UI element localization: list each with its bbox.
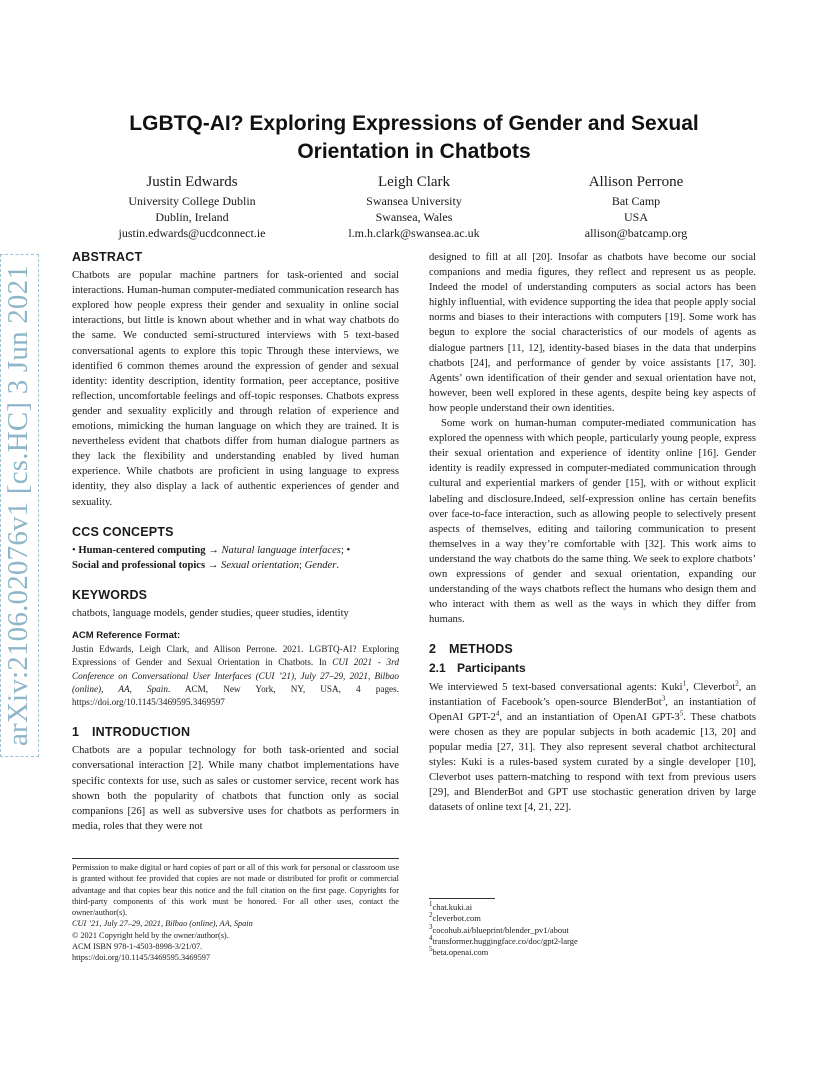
footnote-number: 5 bbox=[429, 945, 433, 954]
participants-heading bbox=[429, 661, 756, 676]
author-name: Justin Edwards bbox=[146, 174, 238, 190]
ccs-concept-2: Social and professional topics bbox=[72, 559, 206, 571]
right-paragraph-1: designed to fill at all [20]. Insofar as chatbots have become our social companions and media figures, they reflect and represent us as people. Indeed the model of understanding computers as social actors has been highly influential, with evidence supporting the idea that people apply social norms and biases to their interactions with computers [19]. Some work has begun to explore the social characteristics of our models of agents as dialogue partners [11, 12], identity-based biases in the data that underpins chatbots [24], and performance of gender by voice assistants [17, 30]. Agents’ own identification of their gender and sexual orientation have not, however, been well explored in these agents, despite being key aspects of how people understand their own identities. bbox=[429, 252, 756, 414]
ccs-semi: ; bbox=[299, 559, 305, 571]
acm-ref-part2: . ACM, New York, NY, USA, 4 pages. https://doi.org/10.1145/3469595.3469597 bbox=[72, 683, 399, 708]
footnote-mark[interactable]: 1 bbox=[682, 679, 687, 687]
participants-text bbox=[429, 680, 756, 816]
paper-title bbox=[100, 110, 728, 166]
keywords-text: chatbots, language models, gender studies, queer studies, identity bbox=[72, 607, 349, 619]
footnote-link[interactable]: transformer.huggingface.co/doc/gpt2-large bbox=[432, 935, 578, 946]
acm-reference-heading: ACM Reference Format: bbox=[72, 630, 181, 642]
right-column bbox=[429, 250, 756, 815]
text-span: , and an instantiation of OpenAI GPT-3 bbox=[499, 711, 680, 723]
footnote-number: 3 bbox=[429, 922, 433, 931]
footnote-number: 2 bbox=[429, 911, 433, 920]
intro-heading bbox=[72, 725, 399, 740]
right-paragraph-2: Some work on human-human computer-mediated communication has explored the openness with which people, particularly young people, express their sexual orientation and experience of identity online [16]. Gender identity is readily expressed in computer-mediated communication through cultural and experiential markers of gender [15], with or without explicit labeling and disclosure.Indeed, self-expression online has certain benefits over face-to-face interaction, such as allowing people to selectively present aspects of themselves, editing and tailoring communication to present themselves in a way they’re comfortable with [32]. This work aims to understand the way chatbots do the same thing. We seek to explore chatbots’ own expressions of gender and sexual orientation, expanding our understanding of the ways chatbots reflect the humans who design them and who interact with them as well as the ways in which they differ from humans. bbox=[429, 418, 756, 626]
footnotes bbox=[429, 898, 756, 958]
text-span: , an instantiation of OpenAI GPT-2 bbox=[429, 696, 756, 723]
permission-isbn: ACM ISBN 978-1-4503-8998-3/21/07. bbox=[72, 942, 203, 952]
keywords-heading: KEYWORDS bbox=[72, 587, 148, 602]
author-name: Allison Perrone bbox=[588, 174, 684, 190]
section-title: METHODS bbox=[449, 642, 513, 657]
arxiv-stamp bbox=[2, 266, 38, 744]
footnote-2 bbox=[429, 913, 756, 924]
text-span: , an instantiation of Facebook’s open-source BlenderBot bbox=[429, 681, 757, 708]
left-column bbox=[72, 250, 399, 834]
subsection-title: Participants bbox=[457, 661, 526, 676]
permission-text: Permission to make digital or hard copies of part or all of this work for personal or classroom use is granted without fee provided that copies are not made or distributed for profit or commercial advantage and that copies bear this notice and the full citation on the first page. Copyrights for third-party components of this work must be honored. For all other uses, contact the owner/author(s). bbox=[72, 863, 399, 918]
ccs-concepts bbox=[72, 543, 399, 573]
author-affiliation: Swansea University bbox=[366, 194, 462, 208]
footnote-link[interactable]: cleverbot.com bbox=[432, 913, 481, 924]
arxiv-stamp-text: arXiv:2106.02076v1 [cs.HC] 3 Jun 2021 bbox=[1, 253, 40, 756]
ccs-concept-1: Human-centered computing bbox=[78, 544, 206, 556]
author-location: Dublin, Ireland bbox=[155, 210, 229, 224]
footnote-rule bbox=[429, 898, 495, 899]
footnote-4 bbox=[429, 936, 756, 947]
title-line-1: LGBTQ-AI? Exploring Expressions of Gender and Sexual bbox=[129, 112, 699, 135]
text-span: . These chatbots were chosen as they are popular subjects in both academic [13, 20] and popular media [27, 31]. They also represent several chatbot architectural styles: Kuki is a rules-based system curated by a single developer [10], Cleverbot uses pattern-matching to respond with text from previous users [29], and BlenderBot and GPT use stochastic generation driven by large datasets of online text [4, 21, 22]. bbox=[429, 711, 756, 814]
ccs-end: . bbox=[336, 559, 340, 571]
footnote-link[interactable]: chat.kuki.ai bbox=[432, 902, 473, 912]
ccs-arrow: → bbox=[205, 559, 222, 571]
acm-ref-venue: CUI 2021 - 3rd Conference on Conversational User Interfaces (CUI ’21), July 27–29, 2021, Bilbao (online), AA, Spain bbox=[72, 657, 399, 694]
abstract-text: Chatbots are popular machine partners for task-oriented and social interactions. Human-human computer-mediated communication research has explored how people express their gender and sexuality in online social interactions, but little is known about whether and in what way chatbots do the same. We conducted semi-structured interviews with 5 text-based conversational agents to explore this topic Through these interviews, we identified 6 common themes around the expression of gender and sexual identity: identity description, identity formation, peer acceptance, positive reflection, uncomfortable feelings and off-topic responses. Chatbots express gender and sexuality explicitly and through relation of experience and emotions, mimicking the human language on which they are trained. It is nevertheless evident that chatbots differ from human dialogue partners as they lack the flexibility and understanding enabled by lived human experience. While chatbots are proficient in using language to express identity, they also display a lack of authentic experiences of gender and sexuality. bbox=[72, 270, 399, 508]
footnote-number: 1 bbox=[429, 900, 433, 909]
author-location: USA bbox=[623, 210, 648, 224]
ccs-bullet: • bbox=[72, 544, 79, 556]
intro-text: Chatbots are a popular technology for both task-oriented and social conversational interaction [2]. While many chatbot implementations have specific contexts for use, such as sales or customer service, recent work has shown both the popularity of chatbots that function only as social companions [26] as well as subversive uses for chatbots as performers in media, roles that they were not bbox=[72, 745, 399, 832]
title-line-2: Orientation in Chatbots bbox=[297, 140, 531, 163]
footnote-number: 4 bbox=[429, 934, 433, 943]
footnote-link[interactable]: beta.openai.com bbox=[432, 947, 489, 958]
text-span: We interviewed 5 text-based conversational agents: Kuki bbox=[429, 681, 683, 693]
text-span: , Cleverbot bbox=[686, 681, 736, 693]
author-location: Swansea, Wales bbox=[375, 210, 453, 224]
acm-reference-text bbox=[72, 643, 399, 709]
acm-reference bbox=[72, 629, 399, 709]
section-number: 2 bbox=[429, 642, 437, 657]
ccs-subconcept-3: Gender bbox=[304, 559, 337, 571]
author-1 bbox=[82, 173, 302, 241]
author-3 bbox=[526, 173, 746, 241]
author-email[interactable]: allison@batcamp.org bbox=[584, 226, 688, 240]
author-email[interactable]: justin.edwards@ucdconnect.ie bbox=[118, 226, 266, 240]
footnote-link[interactable]: cocohub.ai/blueprint/blender_pv1/about bbox=[432, 924, 569, 935]
abstract-heading: ABSTRACT bbox=[72, 250, 143, 264]
footnote-mark[interactable]: 5 bbox=[679, 709, 684, 718]
methods-heading bbox=[429, 642, 756, 657]
footnote-3 bbox=[429, 922, 756, 936]
permission-doi[interactable]: https://doi.org/10.1145/3469595.3469597 bbox=[72, 953, 211, 963]
author-email[interactable]: l.m.h.clark@swansea.ac.uk bbox=[348, 226, 480, 240]
footnote-mark[interactable]: 2 bbox=[735, 679, 739, 687]
section-number: 1 bbox=[72, 725, 80, 740]
footnote-5 bbox=[429, 947, 756, 958]
footnote-mark[interactable]: 3 bbox=[661, 694, 666, 703]
subsection-number: 2.1 bbox=[429, 661, 446, 676]
ccs-subconcept-2: Sexual orientation bbox=[221, 559, 299, 571]
ccs-arrow: → bbox=[205, 544, 222, 556]
author-affiliation: Bat Camp bbox=[611, 194, 661, 208]
footnote-1 bbox=[429, 902, 756, 913]
permission-copyright: © 2021 Copyright held by the owner/author(s). bbox=[72, 930, 229, 940]
ccs-sep: ; • bbox=[340, 544, 351, 556]
permission-venue: CUI ’21, July 27–29, 2021, Bilbao (online), AA, Spain bbox=[72, 919, 253, 929]
author-2 bbox=[304, 173, 524, 241]
permission-block bbox=[72, 858, 399, 964]
author-name: Leigh Clark bbox=[377, 174, 451, 190]
acm-ref-part1: Justin Edwards, Leigh Clark, and Allison Perrone. 2021. LGBTQ-AI? Exploring Expressions of Gender and Sexual Orientation in Chatbots. In bbox=[72, 644, 399, 668]
author-affiliation: University College Dublin bbox=[128, 194, 256, 208]
section-title: INTRODUCTION bbox=[92, 725, 191, 740]
footnote-mark[interactable]: 4 bbox=[495, 709, 500, 718]
ccs-subconcept-1: Natural language interfaces bbox=[221, 544, 341, 556]
ccs-heading: CCS CONCEPTS bbox=[72, 524, 174, 539]
